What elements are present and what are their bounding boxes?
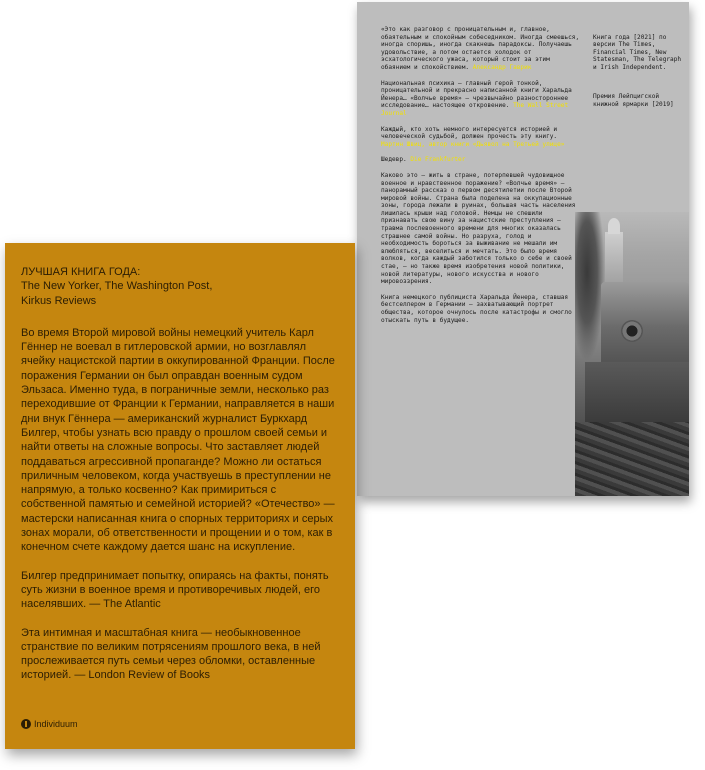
blurb-paragraph: Во время Второй мировой войны немецкий учитель Карл Гённер не воевал в гитлеровской армии, но возглавлял ячейку нацистской партии в оккупированной Франции. После поражения Германии он был оправдан военным судом Эльзаса. Именно туда, в пограничные земли, несколько раз переходившие от Франции к Германии, направляется в наши дни внук Гённера — американский журналист Буркхард Билгер, чтобы узнать всю правду о прошлом своей семьи и найти ответы на сложные вопросы. Что заставляет людей поддаваться агрессивной пропаганде? Можно ли остаться приличным человеком, когда участвуешь в преступлении не напрямую, а только косвенно? Как примириться с собственной памятью и семейной историей? «Отечество» — мастерски написанная книга о спорных территориях и серых зонах морали, об ответственности и прощении и о том, как в конечном счете каждому дается шанс на искупление. [21,326,335,554]
award-block: Премия Лейпцигской книжной ярмарки [2019] [593,93,674,108]
grey-cover-reviews [381,26,581,332]
quote-paragraph: Эта интимная и масштабная книга — необыкновенное странствие по великим потрясениям прошлого века, в ней прослеживается путь семьи через обломки, оставленные историей. — London Review of Books [21,626,321,682]
war-photo [575,212,689,496]
publisher-icon [21,719,31,729]
grey-book-cover [357,2,689,496]
review-paragraph: Каждый, кто хоть немного интересуется историей и человеческой судьбой, должен прочесть эту книгу. Мартин Швиц, автор книги «Дьявол на Третьей улице» [381,125,565,148]
grey-cover-awards [593,26,683,130]
description-paragraph: Книга немецкого публициста Харальда Йенера, ставшая бестселлером в Германии – захватывающий портрет общества, которое очнулось после катастрофы и смогло отыскать путь в будущее. [381,293,572,324]
review-paragraph: Шедевр. Die Frankfurter [381,156,466,164]
publisher-name: Individuum [34,719,78,729]
photo-rubble [575,422,689,496]
orange-book-cover [5,243,355,749]
photo-tank-turret [601,282,689,372]
photo-tank-hull [585,362,689,422]
best-book-heading: ЛУЧШАЯ КНИГА ГОДА: The New Yorker, The Washington Post, Kirkus Reviews [21,266,213,307]
review-attribution: Die Frankfurter [410,156,466,164]
review-attribution: The Wall Street Journal [381,102,569,117]
review-attribution: Мартин Швиц, автор книги «Дьявол на Третьей улице» [381,140,565,148]
photo-tank-hatch [621,320,643,342]
quote-paragraph: Билгер предпринимает попытку, опираясь на факты, понять суть жизни в военное время и противоречивых людей, его населявших. — The Atlantic [21,569,329,611]
review-paragraph: «Это как разговор с проницательным и, главное, обаятельным и спокойным собеседником. Иногда смеешься, иногда споришь, иногда скакнешь парадоксы. Получаешь удовольствие, а потом остается холодок от эсхатологического ужаса, который стоит за этим обаянием и спокойствием. Александр Гаврик [381,26,580,71]
award-block: Книга года [2021] по версии The Times, Financial Times, New Statesman, The Telegraph и Irish Independent. [593,33,682,71]
review-paragraph: Национальная психика – главный герой тонкой, проницательной и прекрасно написанной книги Харальда Йенера… «Волчье время» – чрезвычайно разностороннее исследование… настоящее откровение. The Wall Street Journal [381,79,572,117]
orange-cover-text [21,265,339,697]
review-attribution: Александр Гаврик [472,63,532,71]
description-paragraph: Каково это – жить в стране, потерпевшей чудовищное военное и нравственное поражение? «Волчье время» – панорамный рассказ о первом десятилетии после Второй мировой войны. Страна была поделена на оккупационные зоны, города лежали в руинах, большая часть населения лишилась крыши над головой. Немцы не спешили признавать свою вину за нацистские преступления – травма послевоенного времени для многих оказалась страшнее самой войны. Но разруха, голод и необходимость бороться за выживание не мешали им влюбляться, веселиться и мечтать. Это было время волков, когда каждый заботился только о себе и своей стае, – но также время изобретения новой политики, новой литературы, нового искусства и нового мировоззрения. [381,171,576,286]
publisher-logo [21,719,78,729]
